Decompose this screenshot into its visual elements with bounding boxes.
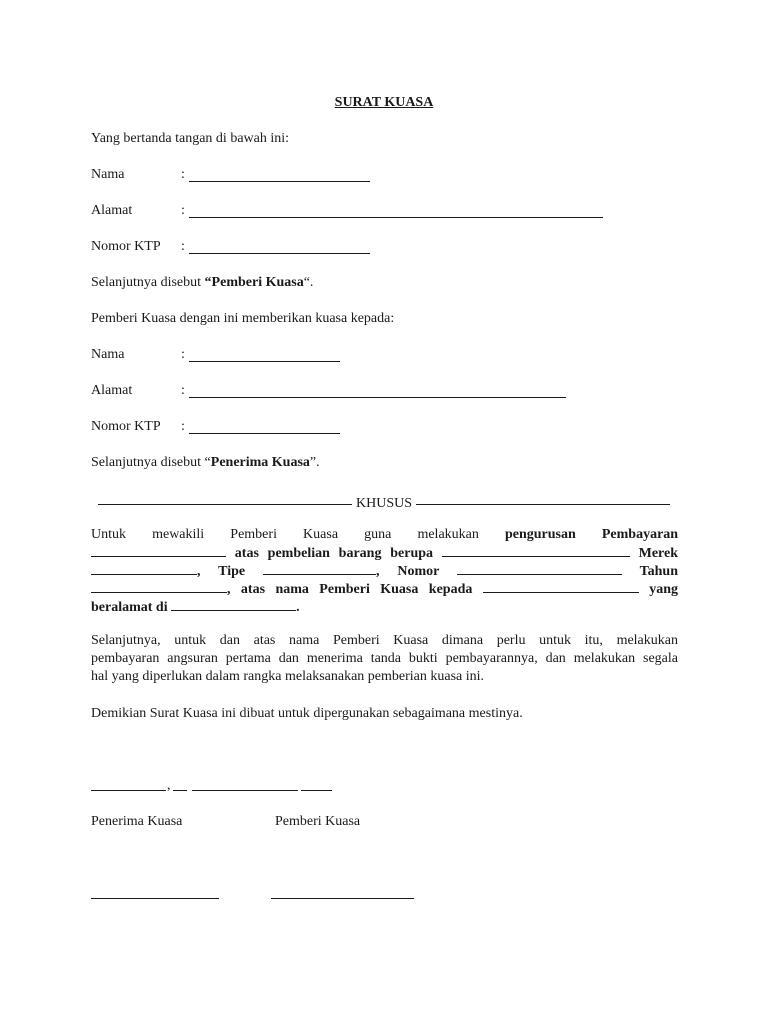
closing-text: Demikian Surat Kuasa ini dibuat untuk dipergunakan sebagaimana mestinya.	[91, 706, 523, 721]
giver-called-line	[91, 274, 313, 292]
giver-signature-label: Pemberi Kuasa	[275, 814, 361, 829]
type-blank[interactable]	[263, 562, 376, 575]
receiver-name-label: Nama	[91, 347, 125, 362]
year-blank[interactable]	[91, 580, 227, 593]
giver-name-blank[interactable]	[189, 181, 370, 182]
special-text: atas pembelian barang berupa	[234, 546, 434, 561]
giver-ktp-colon: :	[181, 239, 185, 254]
special-word: Merek	[638, 546, 678, 561]
special-word: Pemberi	[230, 527, 277, 542]
giver-name-colon: :	[181, 167, 185, 182]
number-blank[interactable]	[457, 562, 622, 575]
receiver-called-prefix: Selanjutnya disebut “	[91, 455, 211, 470]
receiver-ktp-blank[interactable]	[189, 433, 340, 434]
special-word: mewakili	[152, 527, 205, 542]
giver-called-prefix: Selanjutnya disebut	[91, 275, 205, 290]
separator-rule-left	[98, 504, 352, 505]
giver-address-blank[interactable]	[189, 217, 603, 218]
receiver-ktp-label: Nomor KTP	[91, 419, 161, 434]
special-word: Tahun	[639, 564, 679, 579]
brand-blank[interactable]	[91, 562, 197, 575]
item-blank[interactable]	[442, 544, 630, 557]
document-title: SURAT KUASA	[334, 95, 434, 110]
special-period: .	[296, 600, 300, 615]
receiver-signature-label: Penerima Kuasa	[91, 814, 183, 829]
special-word: Pembayaran	[601, 527, 679, 542]
receiver-called-line	[91, 454, 320, 472]
special-line-2	[91, 544, 678, 563]
giver-called-suffix: “.	[303, 275, 314, 290]
special-word: Tipe	[218, 564, 246, 579]
grant-line: Pemberi Kuasa dengan ini memberikan kuasa kepada:	[91, 311, 395, 326]
separator-rule-right	[416, 504, 670, 505]
special-word: melakukan	[417, 527, 479, 542]
receiver-called-suffix: ”.	[309, 455, 320, 470]
khusus-separator	[98, 496, 670, 512]
receiver-name-colon: :	[181, 347, 185, 362]
special-word: yang	[649, 582, 679, 597]
special-line-3	[91, 562, 678, 581]
special-line-4	[91, 580, 678, 599]
giver-ktp-blank[interactable]	[189, 253, 370, 254]
assignee-blank[interactable]	[483, 580, 639, 593]
body-line-3: hal yang diperlukan dalam rangka melaksanakan pemberian kuasa ini.	[91, 669, 485, 684]
giver-address-label: Alamat	[91, 203, 133, 218]
address-blank[interactable]	[171, 598, 296, 611]
giver-called-name: “Pemberi Kuasa	[204, 275, 304, 290]
giver-name-label: Nama	[91, 167, 125, 182]
receiver-name-blank[interactable]	[189, 361, 340, 362]
receiver-address-label: Alamat	[91, 383, 133, 398]
place-blank[interactable]	[91, 790, 166, 791]
special-word: Kuasa	[303, 527, 339, 542]
special-text: , atas nama Pemberi Kuasa kepada	[227, 582, 473, 597]
special-word: Untuk	[91, 527, 126, 542]
special-text: beralamat di	[91, 600, 168, 615]
year-date-blank[interactable]	[301, 790, 332, 791]
special-line-1	[91, 526, 678, 544]
intro-text: Yang bertanda tangan di bawah ini:	[91, 131, 290, 146]
special-comma: ,	[197, 564, 201, 579]
date-comma: ,	[167, 778, 171, 793]
receiver-signature-line[interactable]	[91, 898, 219, 899]
giver-address-colon: :	[181, 203, 185, 218]
separator-label: KHUSUS	[356, 496, 413, 511]
payment-blank[interactable]	[91, 544, 226, 557]
receiver-ktp-colon: :	[181, 419, 185, 434]
special-word: guna	[364, 527, 392, 542]
receiver-address-blank[interactable]	[189, 397, 566, 398]
special-comma: ,	[375, 564, 380, 579]
day-blank[interactable]	[173, 790, 187, 791]
special-word: pengurusan	[504, 527, 576, 542]
body-line-1: Selanjutnya, untuk dan atas nama Pemberi Kuasa dimana perlu untuk itu, melakukan	[91, 633, 678, 648]
giver-signature-line[interactable]	[271, 898, 414, 899]
receiver-called-name: Penerima Kuasa	[210, 455, 310, 470]
giver-ktp-label: Nomor KTP	[91, 239, 161, 254]
receiver-address-colon: :	[181, 383, 185, 398]
special-line-5	[91, 598, 300, 617]
month-blank[interactable]	[192, 790, 298, 791]
special-word: Nomor	[397, 564, 440, 579]
body-line-2: pembayaran angsuran pertama dan menerima tanda bukti pembayarannya, dan melakukan segala	[91, 651, 678, 666]
